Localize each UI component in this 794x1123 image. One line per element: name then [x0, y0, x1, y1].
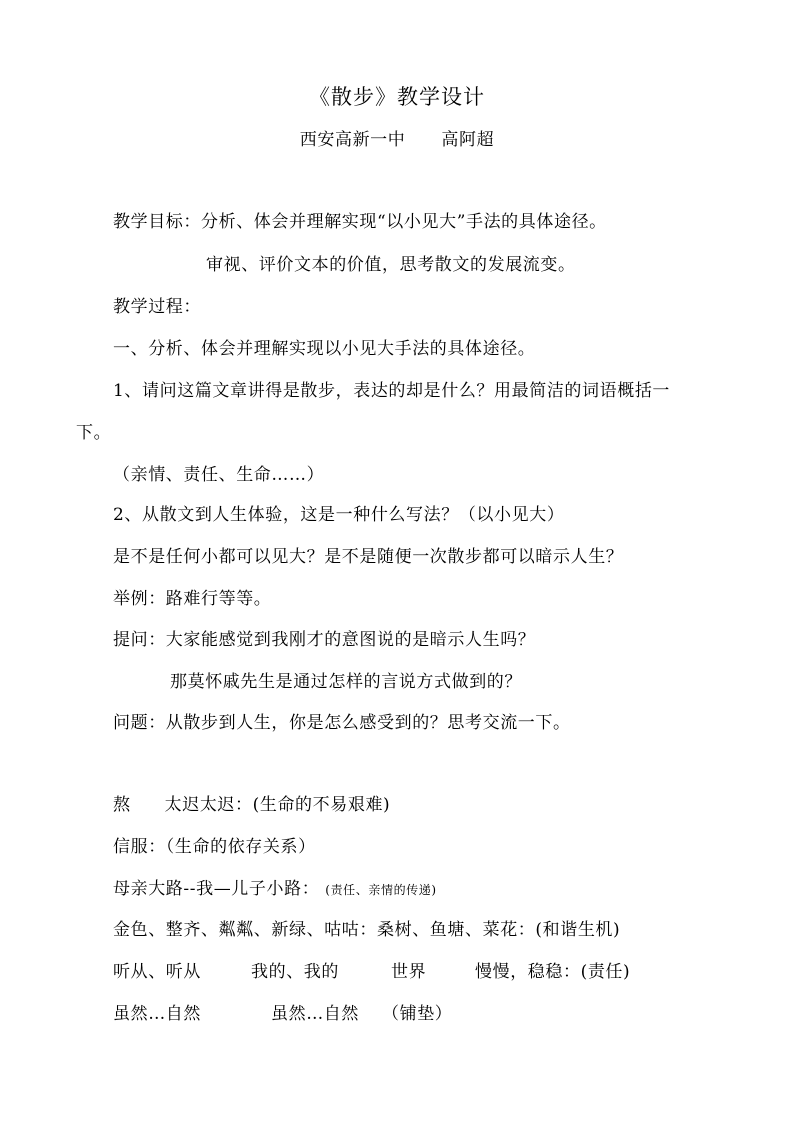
section-heading: 一、分析、体会并理解实现以小见大手法的具体途径。 [113, 339, 536, 359]
note-line-4: 金色、整齐、粼粼、新绿、咕咕：桑树、鱼塘、菜花：(和谐生机) [113, 920, 621, 940]
author-school: 西安高新一中 [299, 130, 406, 150]
note-6-part-2: 虽然…自然 [271, 1004, 359, 1024]
example-line: 举例：路难行等等。 [113, 589, 272, 609]
note-5-part-1: 听从、听从 [113, 962, 201, 982]
note-1-phrase: 太迟太迟：(生命的不易艰难) [164, 795, 391, 815]
teaching-process-label: 教学过程： [113, 297, 201, 317]
question-1-answer: （亲情、责任、生命……） [113, 465, 325, 485]
ask-line-2: 那莫怀戚先生是通过怎样的言说方式做到的？ [170, 672, 522, 692]
question-3: 是不是任何小都可以见大？是不是随便一次散步都可以暗示人生？ [113, 547, 624, 567]
note-6-part-1: 虽然…自然 [113, 1004, 201, 1024]
document-title: 《散步》教学设计 [309, 85, 485, 109]
teaching-goal-label: 教学目标： [113, 212, 201, 232]
ask-line-1: 提问：大家能感觉到我刚才的意图说的是暗示人生吗？ [113, 630, 536, 650]
note-line-1 [113, 793, 390, 817]
note-line-5 [113, 960, 630, 984]
question-1-line-2: 下。 [76, 423, 112, 443]
note-line-6 [113, 1002, 452, 1026]
author-name: 高阿超 [441, 130, 495, 150]
note-5-part-4: 慢慢，稳稳：(责任) [475, 962, 631, 982]
note-5-part-3: 世界 [391, 962, 427, 982]
teaching-goal-2: 审视、评价文本的价值，思考散文的发展流变。 [206, 255, 576, 275]
note-line-3 [113, 877, 437, 902]
problem-line: 问题：从散步到人生，你是怎么感受到的？思考交流一下。 [113, 713, 571, 733]
teaching-goal-1: 分析、体会并理解实现“以小见大”手法的具体途径。 [201, 212, 607, 232]
question-1-line-1: 1、请问这篇文章讲得是散步，表达的却是什么？用最简洁的词语概括一 [113, 381, 671, 401]
teaching-goal-line [113, 210, 607, 234]
note-1-word: 熬 [113, 795, 131, 815]
note-5-part-2: 我的、我的 [251, 962, 339, 982]
note-6-part-3: （铺垫） [382, 1004, 453, 1024]
note-3-main: 母亲大路--我—儿子小路： [113, 879, 320, 899]
note-line-2: 信服：（生命的依存关系） [113, 837, 316, 857]
question-2: 2、从散文到人生体验，这是一种什么写法？（以小见大） [113, 505, 565, 525]
author-line [0, 128, 794, 152]
note-3-small: (责任、亲情的传递) [325, 883, 437, 897]
